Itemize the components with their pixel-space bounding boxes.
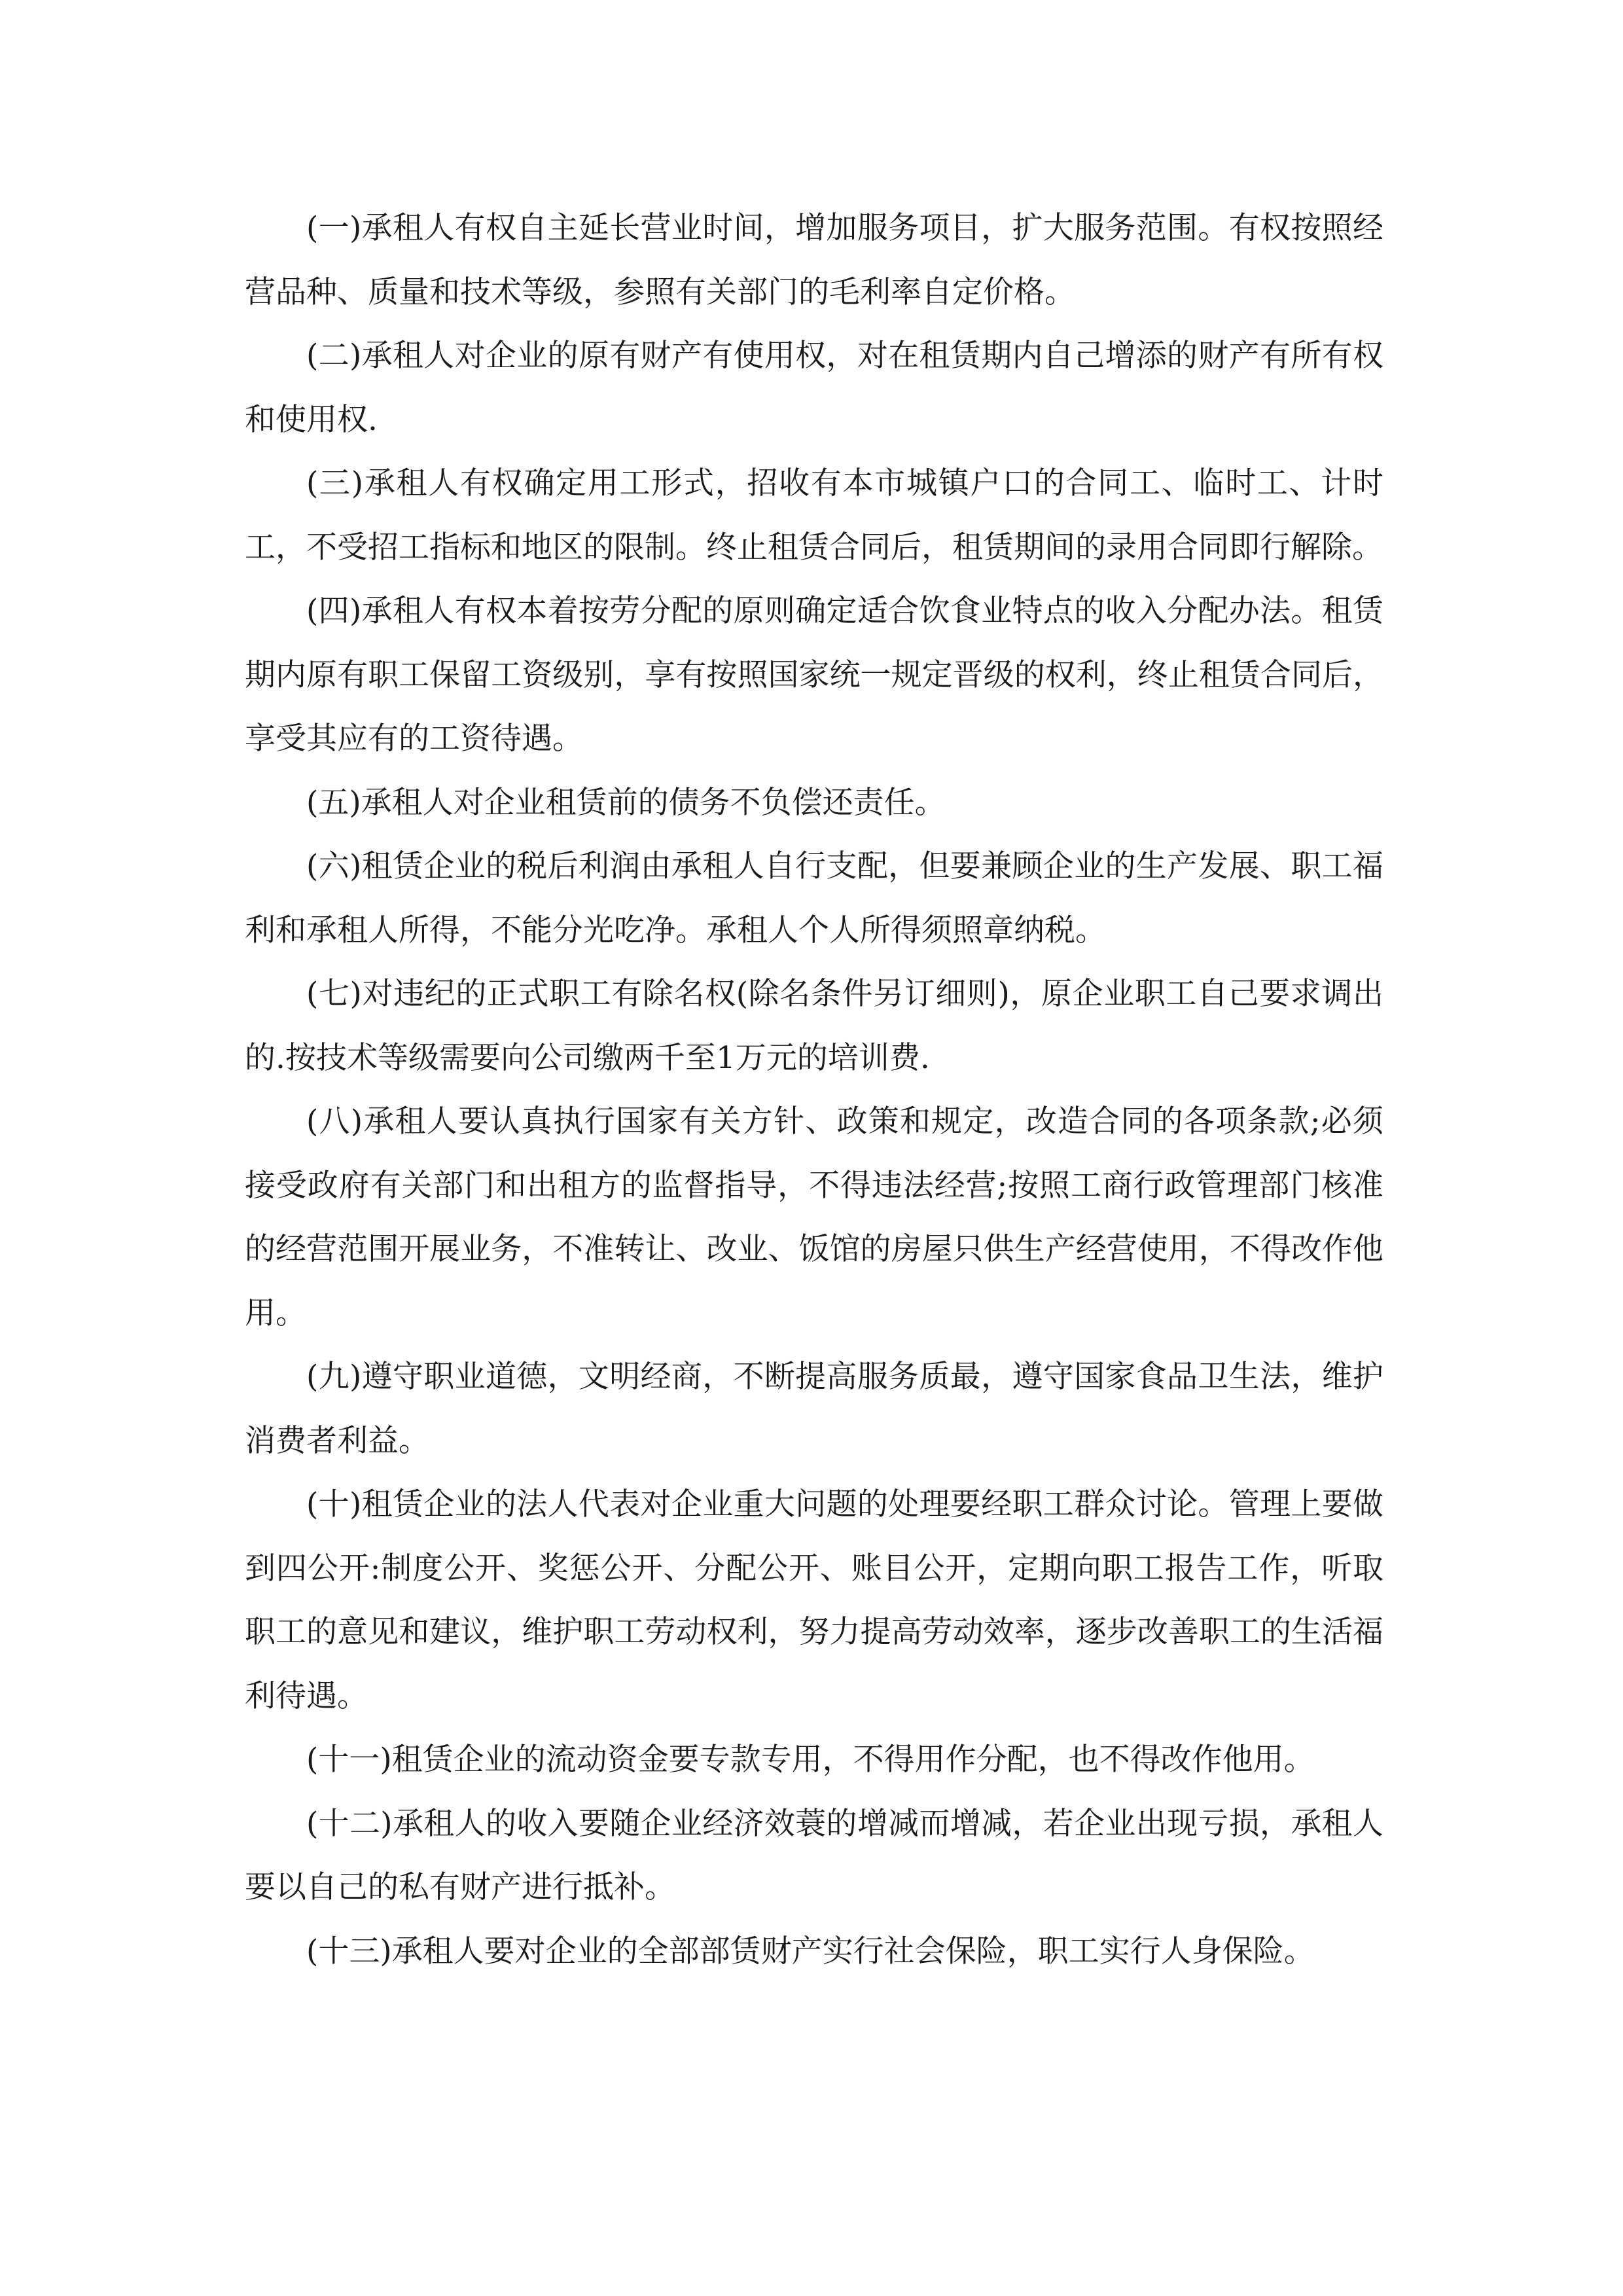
clause-10: (十)租赁企业的法人代表对企业重大问题的处理要经职工群众讨论。管理上要做到四公开:制度公开、奖惩公开、分配公开、账目公开，定期向职工报告工作，听取职工的意见和建议，维护职工劳动权利，努力提高劳动效率，逐步改善职工的生活福利待遇。 xyxy=(245,1486,1383,1714)
clause-6: (六)租赁企业的税后利润由承租人自行支配，但要兼顾企业的生产发展、职工福利和承租人所得，不能分光吃净。承租人个人所得须照章纳税。 xyxy=(245,848,1383,948)
clause-4: (四)承租人有权本着按劳分配的原则确定适合饮食业特点的收入分配办法。租赁期内原有职工保留工资级别，享有按照国家统一规定晋级的权利，终止租赁合同后，享受其应有的工资待遇。 xyxy=(245,593,1383,757)
clause-5: (五)承租人对企业租赁前的债务不负偿还责任。 xyxy=(306,784,946,821)
clause-3: (三)承租人有权确定用工形式，招收有本市城镇户口的合同工、临时工、计时工，不受招工指标和地区的限制。终止租赁合同后，租赁期间的录用合同即行解除。 xyxy=(245,465,1383,565)
clause-11: (十一)租赁企业的流动资金要专款专用，不得用作分配，也不得改作他用。 xyxy=(306,1742,1315,1778)
clause-13: (十三)承租人要对企业的全部部赁财产实行社会保险，职工实行人身保险。 xyxy=(306,1933,1315,1969)
clause-7: (七)对违纪的正式职工有除名权(除名条件另订细则)，原企业职工自己要求调出的.按技术等级需要向公司缴两千至1万元的培训费. xyxy=(245,976,1383,1076)
clause-2: (二)承租人对企业的原有财产有使用权，对在租赁期内自己增添的财产有所有权和使用权. xyxy=(245,338,1383,438)
clause-9: (九)遵守职业道德，文明经商，不断提高服务质最，遵守国家食品卫生法，维护消费者利益。 xyxy=(245,1359,1383,1459)
document-body xyxy=(245,196,1383,1983)
clause-12: (十二)承租人的收入要随企业经济效蓑的增减而增减，若企业出现亏损，承租人要以自己的私有财产进行抵补。 xyxy=(245,1805,1383,1905)
clause-8: (八)承租人要认真执行国家有关方针、政策和规定，改造合同的各项条款;必须接受政府有关部门和出租方的监督指导，不得违法经营;按照工商行政管理部门核准的经营范围开展业务，不准转让、改业、饭馆的房屋只供生产经营使用，不得改作他用。 xyxy=(245,1103,1383,1331)
clause-1: (一)承租人有权自主延长营业时间，增加服务项目，扩大服务范围。有权按照经营品种、质量和技术等级，参照有关部门的毛利率自定价格。 xyxy=(245,210,1383,310)
